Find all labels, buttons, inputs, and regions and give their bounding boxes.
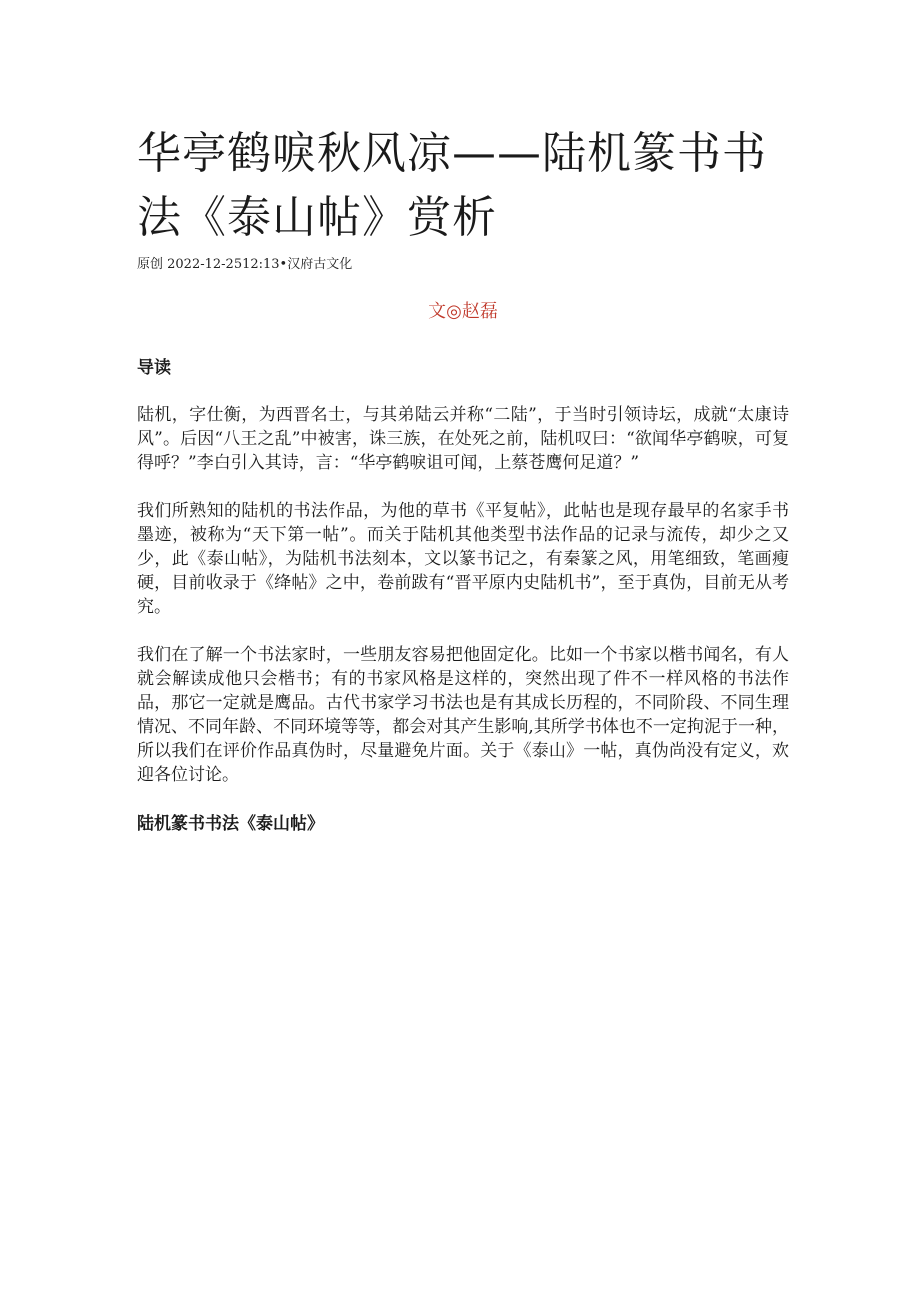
paragraph-2: 我们所熟知的陆机的书法作品，为他的草书《平复帖》，此帖也是现存最早的名家手书墨迹，被称为“天下第一帖”。而关于陆机其他类型书法作品的记录与流传，却少之又少，此《泰山帖》，为陆机书法刻本，文以篆书记之，有秦篆之风，用笔细致，笔画瘦硬，目前收录于《绛帖》之中，卷前跋有“晋平原内史陆机书”，至于真伪，目前无从考究。 <box>137 501 789 617</box>
paragraph-3: 我们在了解一个书法家时，一些朋友容易把他固定化。比如一个书家以楷书闻名，有人就会解读成他只会楷书；有的书家风格是这样的，突然出现了件不一样风格的书法作品，那它一定就是鹰品。古代书家学习书法也是有其成长历程的，不同阶段、不同生理情况、不同年龄、不同环境等等，都会对其产生影响,其所学书体也不一定拘泥于一种，所以我们在评价作品真伪时，尽量避免片面。关于《泰山》一帖，真伪尚没有定义，欢迎各位讨论。 <box>137 645 789 785</box>
author-line: 文◎赵磊 <box>428 301 498 322</box>
intro-heading: 导读 <box>137 358 171 378</box>
work-heading: 陆机篆书书法《泰山帖》 <box>137 814 324 834</box>
article <box>137 122 789 836</box>
article-meta: 原创 2022-12-2512:13•汉府古文化 <box>137 257 353 272</box>
article-title: 华亭鹤唳秋风凉——陆机篆书书法《泰山帖》赏析 <box>137 128 767 243</box>
paragraph-1: 陆机，字仕衡，为西晋名士，与其弟陆云并称“二陆”，于当时引领诗坛，成就“太康诗风”。后因“八王之乱”中被害，诛三族，在处死之前，陆机叹曰：“欲闻华亭鹤唳，可复得呼？”李白引入其诗，言：“华亭鹤唳诅可闻，上蔡苍鹰何足道？” <box>137 405 789 473</box>
